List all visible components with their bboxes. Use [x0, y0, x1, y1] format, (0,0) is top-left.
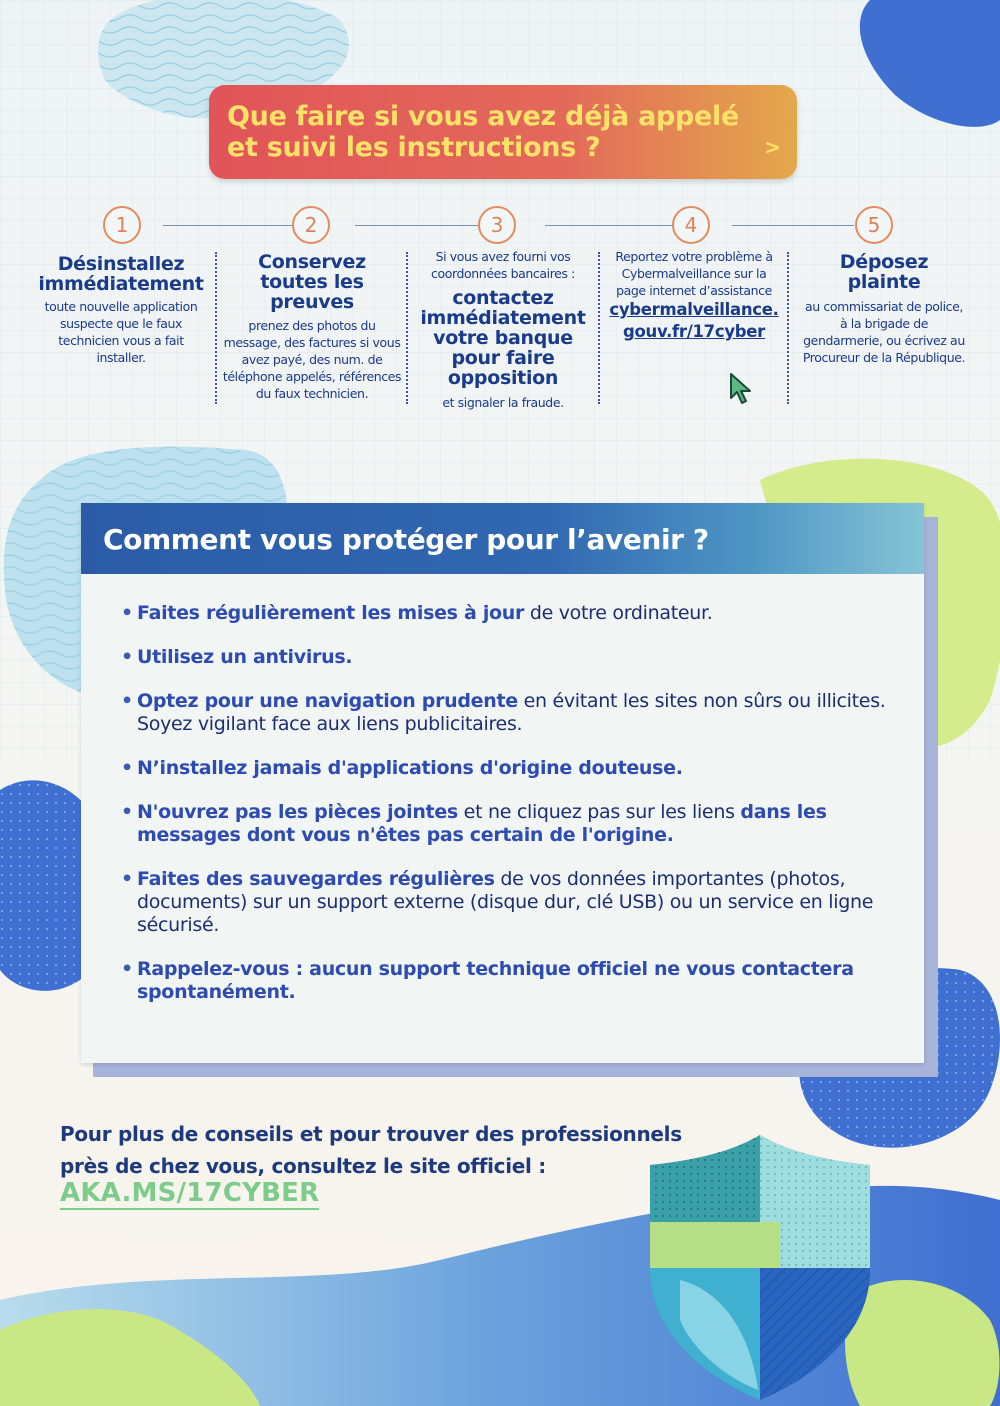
step-2: [222, 252, 402, 402]
footer-text: [60, 1118, 720, 1182]
chevron-right-icon: >: [764, 135, 781, 159]
banner-title-line2: et suivi les instructions ?: [227, 132, 601, 163]
footer-text-line1: Pour plus de conseils et pour trouver des professionnels: [60, 1122, 682, 1146]
step-number-4: 4: [672, 206, 710, 244]
shield-icon: [640, 1130, 880, 1406]
step-3: [412, 248, 594, 411]
list-item: • Utilisez un antivirus.: [121, 646, 896, 669]
step-4: [604, 248, 784, 343]
step-connector: [163, 225, 293, 226]
list-item: • N'ouvrez pas les pièces jointes et ne cliquez pas sur les liens dans les messages dont vous n'êtes pas certain de l'origine.: [121, 801, 896, 847]
cybermalveillance-link[interactable]: cybermalveillance. gouv.fr/17cyber: [609, 300, 779, 341]
step-divider: [598, 252, 600, 404]
step-5-text: au commissariat de police, à la brigade de gendarmerie, ou écrivez au Procureur de la République.: [802, 299, 966, 365]
mouse-pointer-icon: [728, 372, 756, 408]
list-item: • Faites régulièrement les mises à jour de votre ordinateur.: [121, 602, 896, 625]
step-4-intro: Reportez votre problème à Cybermalveillance sur la page internet d’assistance: [615, 249, 773, 298]
list-item: • Rappelez-vous : aucun support technique officiel ne vous contactera spontanément.: [121, 958, 896, 1004]
step-connector: [545, 225, 672, 226]
step-1-title: Désinstallez immédiatement: [38, 253, 204, 295]
tips-list: [81, 574, 924, 1004]
step-3-text: et signaler la fraude.: [442, 395, 564, 410]
footer-text-line2: près de chez vous, consultez le site officiel :: [60, 1154, 546, 1178]
step-divider: [406, 252, 408, 404]
step-connector: [732, 225, 854, 226]
step-5-title: Déposez plainte: [839, 251, 929, 293]
list-item: • N’installez jamais d'applications d'origine douteuse.: [121, 757, 896, 780]
step-number-2: 2: [292, 206, 330, 244]
step-2-text: prenez des photos du message, des factures si vous avez payé, des num. de téléphone appelés, références du faux technicien.: [222, 318, 402, 401]
step-1: [30, 254, 212, 366]
step-3-title: contactez immédiatement votre banque pour faire opposition: [420, 287, 586, 389]
step-divider: [215, 252, 217, 404]
step-divider: [787, 252, 789, 404]
step-connector: [355, 225, 478, 226]
protection-card: [81, 503, 924, 1063]
list-item: • Optez pour une navigation prudente en évitant les sites non sûrs ou illicites. Soyez vigilant face aux liens publicitaires.: [121, 690, 896, 736]
step-number-1: 1: [103, 206, 141, 244]
step-number-3: 3: [478, 206, 516, 244]
instructions-banner: [209, 85, 797, 179]
step-3-intro: Si vous avez fourni vos coordonnées bancaires :: [431, 249, 575, 281]
card-title: Comment vous protéger pour l’avenir ?: [81, 503, 924, 574]
banner-title-line1: Que faire si vous avez déjà appelé: [227, 101, 740, 132]
step-1-text: toute nouvelle application suspecte que le faux technicien vous a fait installer.: [44, 299, 198, 365]
step-2-title: Conservez toutes les preuves: [258, 251, 366, 313]
step-5: [797, 252, 971, 366]
step-number-5: 5: [855, 206, 893, 244]
official-site-link[interactable]: AKA.MS/17CYBER: [60, 1178, 320, 1208]
list-item: • Faites des sauvegardes régulières de vos données importantes (photos, documents) sur un support externe (disque dur, clé USB) ou un service en ligne sécurisé.: [121, 868, 896, 937]
